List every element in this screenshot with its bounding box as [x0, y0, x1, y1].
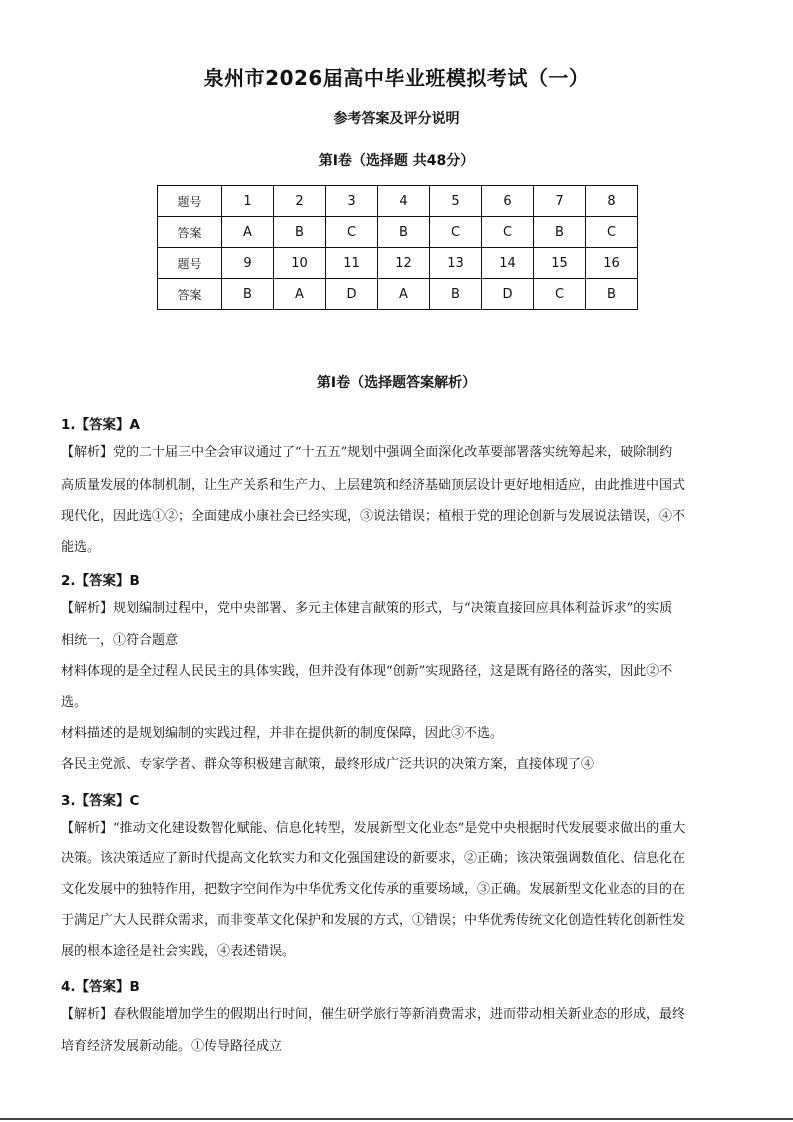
answer-heading: 3.【答案】C [61, 793, 140, 809]
answer-cell: C [534, 279, 586, 310]
explanation-line: 文化发展中的独特作用，把数字空间作为中华优秀文化传承的重要场域，③正确。发展新型文化业态的目的在 [61, 882, 686, 897]
explanation-line: 各民主党派、专家学者、群众等积极建言献策，最终形成广泛共识的决策方案，直接体现了④ [61, 757, 595, 772]
question-number: 9 [222, 248, 274, 279]
answer-cell: B [430, 279, 482, 310]
explanation-line: 高质量发展的体制机制，让生产关系和生产力、上层建筑和经济基础顶层设计更好地相适应，由此推进中国式 [61, 478, 686, 493]
page-title: 泉州市2026届高中毕业班模拟考试（一） [203, 66, 590, 90]
explanation-line: 展的根本途径是社会实践，④表述错误。 [61, 944, 296, 959]
answer-cell: B [378, 217, 430, 248]
question-number: 8 [586, 186, 638, 217]
row-label: 题号 [158, 186, 222, 217]
section-heading-analysis: 第Ⅰ卷（选择题答案解析） [316, 375, 477, 391]
answer-cell: A [274, 279, 326, 310]
explanation-line: 材料描述的是规划编制的实践过程，并非在提供新的制度保障，因此③不选。 [61, 726, 504, 741]
explanation-line: 决策。该决策适应了新时代提高文化软实力和文化强国建设的新要求，②正确；该决策强调数值化、信息化在 [61, 851, 686, 866]
explanation-line: 【解析】春秋假能增加学生的假期出行时间，催生研学旅行等新消费需求，进而带动相关新业态的形成，最终 [61, 1007, 686, 1022]
answer-cell: B [274, 217, 326, 248]
answer-cell: B [222, 279, 274, 310]
explanation-line: 培育经济发展新动能。①传导路径成立 [61, 1039, 283, 1054]
question-number: 3 [326, 186, 378, 217]
explanation-line: 【解析】党的二十届三中全会审议通过了“十五五”规划中强调全面深化改革要部署落实统筹起来，破除制约 [61, 445, 673, 460]
explanation-line: 于满足广大人民群众需求，而非变革文化保护和发展的方式，①错误；中华优秀传统文化创造性转化创新性发 [61, 913, 686, 928]
answer-heading: 2.【答案】B [61, 573, 140, 589]
question-number: 4 [378, 186, 430, 217]
answer-cell: C [586, 217, 638, 248]
explanation-line: 【解析】“推动文化建设数智化赋能、信息化转型，发展新型文化业态”是党中央根据时代发展要求做出的重大 [61, 821, 686, 836]
explanation-line: 材料体现的是全过程人民民主的具体实践，但并没有体现“创新”实现路径，这是既有路径的落实，因此②不 [61, 664, 673, 679]
explanation-line: 选。 [61, 695, 88, 710]
question-number: 11 [326, 248, 378, 279]
question-number: 15 [534, 248, 586, 279]
question-number: 13 [430, 248, 482, 279]
answer-heading: 1.【答案】A [61, 417, 140, 433]
page-bottom-rule [0, 1118, 793, 1120]
answer-cell: A [378, 279, 430, 310]
answer-cell: D [482, 279, 534, 310]
answer-cell: B [534, 217, 586, 248]
question-number: 10 [274, 248, 326, 279]
question-number: 14 [482, 248, 534, 279]
page-subtitle: 参考答案及评分说明 [333, 111, 460, 127]
explanation-line: 【解析】规划编制过程中，党中央部署、多元主体建言献策的形式，与“决策直接回应具体利益诉求”的实质 [61, 601, 673, 616]
table-row [158, 279, 638, 310]
question-number: 2 [274, 186, 326, 217]
answer-cell: B [586, 279, 638, 310]
question-number: 7 [534, 186, 586, 217]
table-row [158, 248, 638, 279]
explanation-line: 相统一，①符合题意 [61, 633, 179, 648]
row-label: 答案 [158, 217, 222, 248]
question-number: 5 [430, 186, 482, 217]
table-row [158, 217, 638, 248]
question-number: 12 [378, 248, 430, 279]
section-heading-choice: 第Ⅰ卷（选择题 共48分） [318, 153, 475, 169]
explanation-line: 能选。 [61, 540, 101, 555]
row-label: 题号 [158, 248, 222, 279]
question-number: 6 [482, 186, 534, 217]
table-row [158, 186, 638, 217]
answer-cell: C [482, 217, 534, 248]
answer-cell: A [222, 217, 274, 248]
answer-cell: C [430, 217, 482, 248]
question-number: 1 [222, 186, 274, 217]
question-number: 16 [586, 248, 638, 279]
answer-table [157, 185, 638, 310]
answer-cell: C [326, 217, 378, 248]
explanation-line: 现代化，因此选①②；全面建成小康社会已经实现，③说法错误；植根于党的理论创新与发展说法错误，④不 [61, 509, 686, 524]
answer-cell: D [326, 279, 378, 310]
answer-heading: 4.【答案】B [61, 979, 140, 995]
row-label: 答案 [158, 279, 222, 310]
